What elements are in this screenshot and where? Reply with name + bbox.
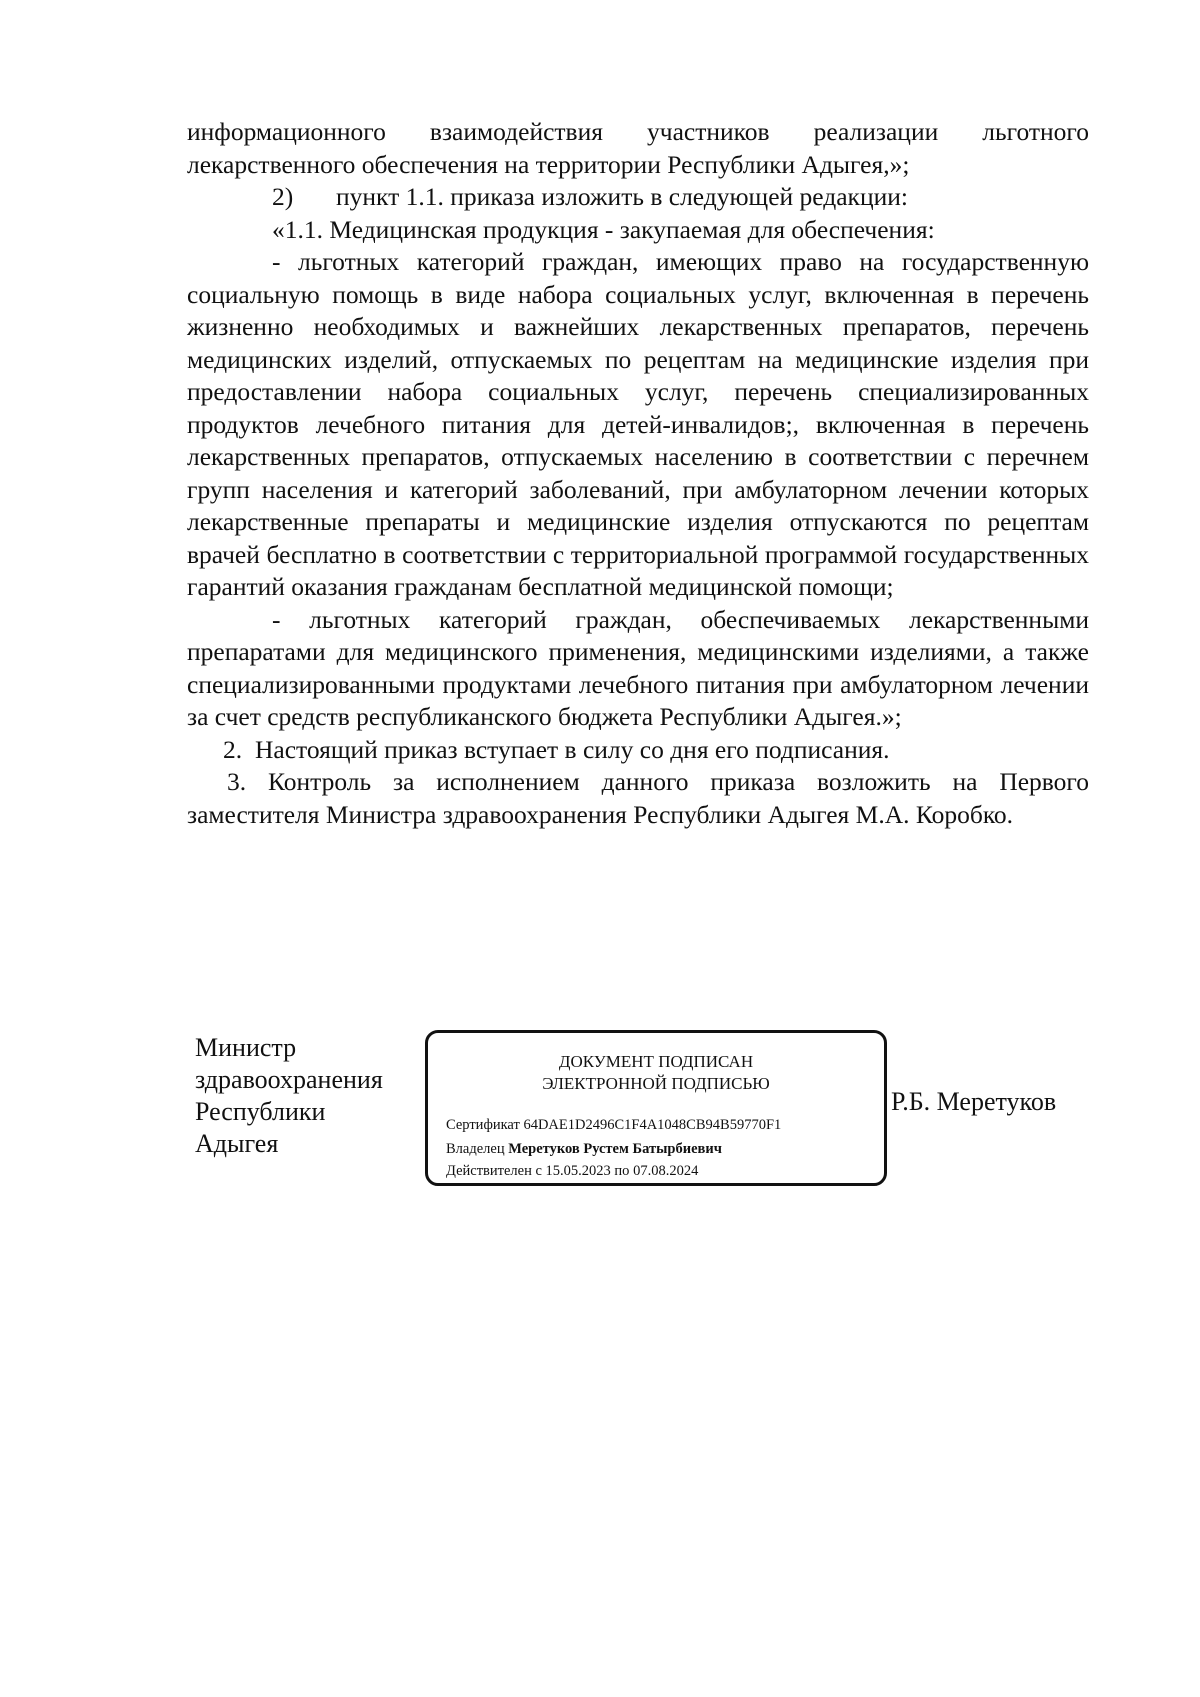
point-2 xyxy=(187,734,1089,767)
item-2-text: пункт 1.1. приказа изложить в следующей редакции: xyxy=(336,182,908,211)
stamp-valid-label: Действителен с xyxy=(446,1163,542,1179)
stamp-valid-to-label: по xyxy=(614,1163,630,1179)
stamp-owner-label: Владелец xyxy=(446,1141,505,1157)
stamp-title xyxy=(428,1051,884,1095)
stamp-title-line-1: ДОКУМЕНТ ПОДПИСАН xyxy=(558,1052,754,1071)
item-2-number: 2) xyxy=(272,182,294,211)
point-2-number: 2. xyxy=(223,734,243,764)
signatory-title-line: здравоохранения xyxy=(195,1065,383,1094)
document-body xyxy=(187,116,1089,831)
item-2 xyxy=(187,181,1089,214)
stamp-certificate xyxy=(446,1117,781,1134)
stamp-title-line-2: ЭЛЕКТРОННОЙ ПОДПИСЬЮ xyxy=(542,1074,770,1093)
paragraph-intro: информационного взаимодействия участников реализации льготного лекарственного обеспечения на территории Республики Адыгея,»; xyxy=(187,117,1089,179)
stamp-certificate-value: 64DAE1D2496C1F4A1048CB94B59770F1 xyxy=(523,1117,782,1133)
signatory-title-line: Адыгея xyxy=(195,1129,279,1158)
bullet-2: - льготных категорий граждан, обеспечиваемых лекарственными препаратами для медицинского применения, медицинскими изделиями, а также специализированными продуктами лечебного питания при амбулаторном лечении за счет средств республиканского бюджета Республики Адыгея.»; xyxy=(187,604,1089,731)
signatory-title xyxy=(195,1032,383,1160)
signer-name: Р.Б. Меретуков xyxy=(891,1087,1057,1116)
quote-start: «1.1. Медицинская продукция - закупаемая для обеспечения: xyxy=(272,214,935,244)
point-3: 3. Контроль за исполнением данного приказа возложить на Первого заместителя Министра здравоохранения Республики Адыгея М.А. Коробко. xyxy=(187,767,1089,829)
electronic-signature-stamp xyxy=(425,1030,887,1186)
stamp-valid-from: 15.05.2023 xyxy=(545,1163,611,1179)
signatory-title-line: Республики xyxy=(195,1097,326,1126)
stamp-owner xyxy=(446,1141,722,1158)
bullet-1: - льготных категорий граждан, имеющих право на государственную социальную помощь в виде набора социальных услуг, включенная в перечень жизненно необходимых и важнейших лекарственных препаратов, перечень медицинских изделий, отпускаемых по рецептам на медицинские изделия при предоставлении набора социальных услуг, перечень специализированных продуктов лечебного питания для детей-инвалидов;, включенная в перечень лекарственных препаратов, отпускаемых населению в соответствии с перечнем групп населения и категорий заболеваний, при амбулаторном лечении которых лекарственные препараты и медицинские изделия отпускаются по рецептам врачей бесплатно в соответствии с территориальной программой государственных гарантий оказания гражданам бесплатной медицинской помощи; xyxy=(187,247,1089,601)
point-2-text: Настоящий приказ вступает в силу со дня его подписания. xyxy=(255,734,890,764)
stamp-certificate-label: Сертификат xyxy=(446,1117,520,1133)
stamp-valid-to: 07.08.2024 xyxy=(633,1163,699,1179)
stamp-validity xyxy=(446,1163,698,1180)
signatory-title-line: Министр xyxy=(195,1033,297,1062)
stamp-owner-value: Меретуков Рустем Батырбиевич xyxy=(508,1141,722,1157)
